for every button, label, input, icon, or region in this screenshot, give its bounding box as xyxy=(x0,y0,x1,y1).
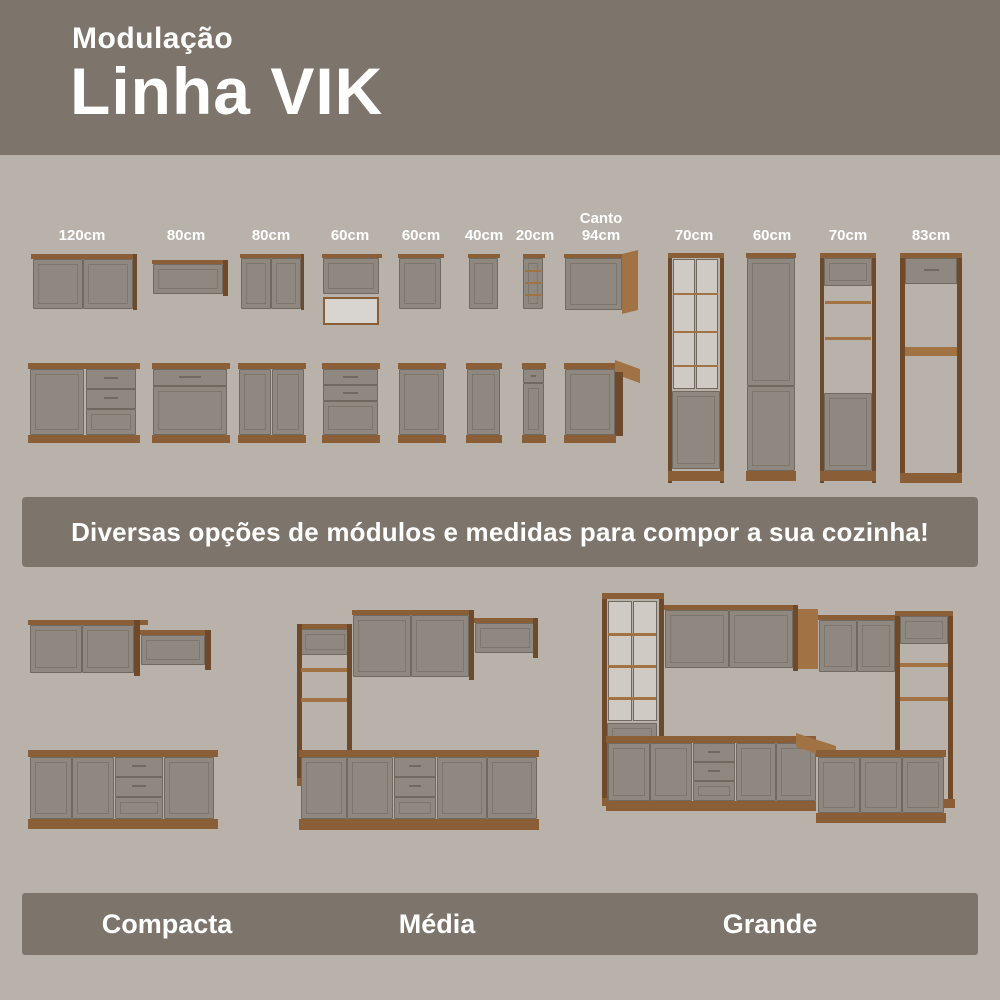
glass-door-left xyxy=(673,259,695,389)
module-tall-70-glass xyxy=(668,253,724,483)
module-base-40 xyxy=(466,363,502,443)
size-label-83: 83cm xyxy=(911,227,951,244)
module-tall-83-oven xyxy=(900,253,962,485)
module-wall-60-niche xyxy=(322,254,382,326)
footer-item-media: Média xyxy=(398,908,476,939)
corner-label-line2: 94cm xyxy=(581,227,621,244)
size-label-60-b: 60cm xyxy=(401,227,441,244)
glass-door-right xyxy=(696,259,718,389)
footer-bar xyxy=(22,893,978,955)
module-base-corner-94 xyxy=(564,360,640,446)
composition-media xyxy=(295,600,545,855)
composition-compacta xyxy=(22,610,282,855)
module-tall-60 xyxy=(746,253,796,483)
module-wall-40 xyxy=(468,254,500,310)
module-base-80-doors xyxy=(238,363,306,443)
module-base-120 xyxy=(28,363,140,443)
modules-strip xyxy=(0,155,1000,495)
size-label-80-a: 80cm xyxy=(166,227,206,244)
module-wall-80 xyxy=(240,254,304,310)
header-subtitle: Modulação xyxy=(72,22,234,55)
size-label-60-c: 60cm xyxy=(752,227,792,244)
size-label-70-a: 70cm xyxy=(674,227,714,244)
size-label-20: 20cm xyxy=(515,227,555,244)
size-label-80-b: 80cm xyxy=(251,227,291,244)
page-title: Linha VIK xyxy=(70,54,384,128)
open-niche xyxy=(323,297,379,325)
size-label-70-b: 70cm xyxy=(828,227,868,244)
module-tall-70-open xyxy=(820,253,876,483)
module-wall-120 xyxy=(31,254,137,310)
size-label-120: 120cm xyxy=(58,227,106,244)
module-wall-60 xyxy=(398,254,444,310)
module-base-20 xyxy=(522,363,546,443)
compositions-area xyxy=(0,575,1000,885)
size-label-40: 40cm xyxy=(464,227,504,244)
module-base-60-door xyxy=(398,363,446,443)
footer-item-compacta: Compacta xyxy=(101,908,233,939)
module-base-60-drawers xyxy=(322,363,380,443)
module-wall-80-low xyxy=(152,260,228,296)
module-wall-corner-94 xyxy=(564,254,638,314)
corner-label-line1: Canto xyxy=(579,210,623,227)
size-label-60-a: 60cm xyxy=(330,227,370,244)
composition-grande xyxy=(600,593,955,858)
page-header xyxy=(0,0,1000,155)
module-wall-20-shelves xyxy=(523,254,545,310)
footer-item-grande: Grande xyxy=(722,908,818,939)
size-label-corner xyxy=(561,210,641,244)
promo-banner xyxy=(22,497,978,567)
promo-banner-text: Diversas opções de módulos e medidas para compor a sua cozinha! xyxy=(71,516,929,547)
module-base-80-drawers xyxy=(152,363,230,443)
